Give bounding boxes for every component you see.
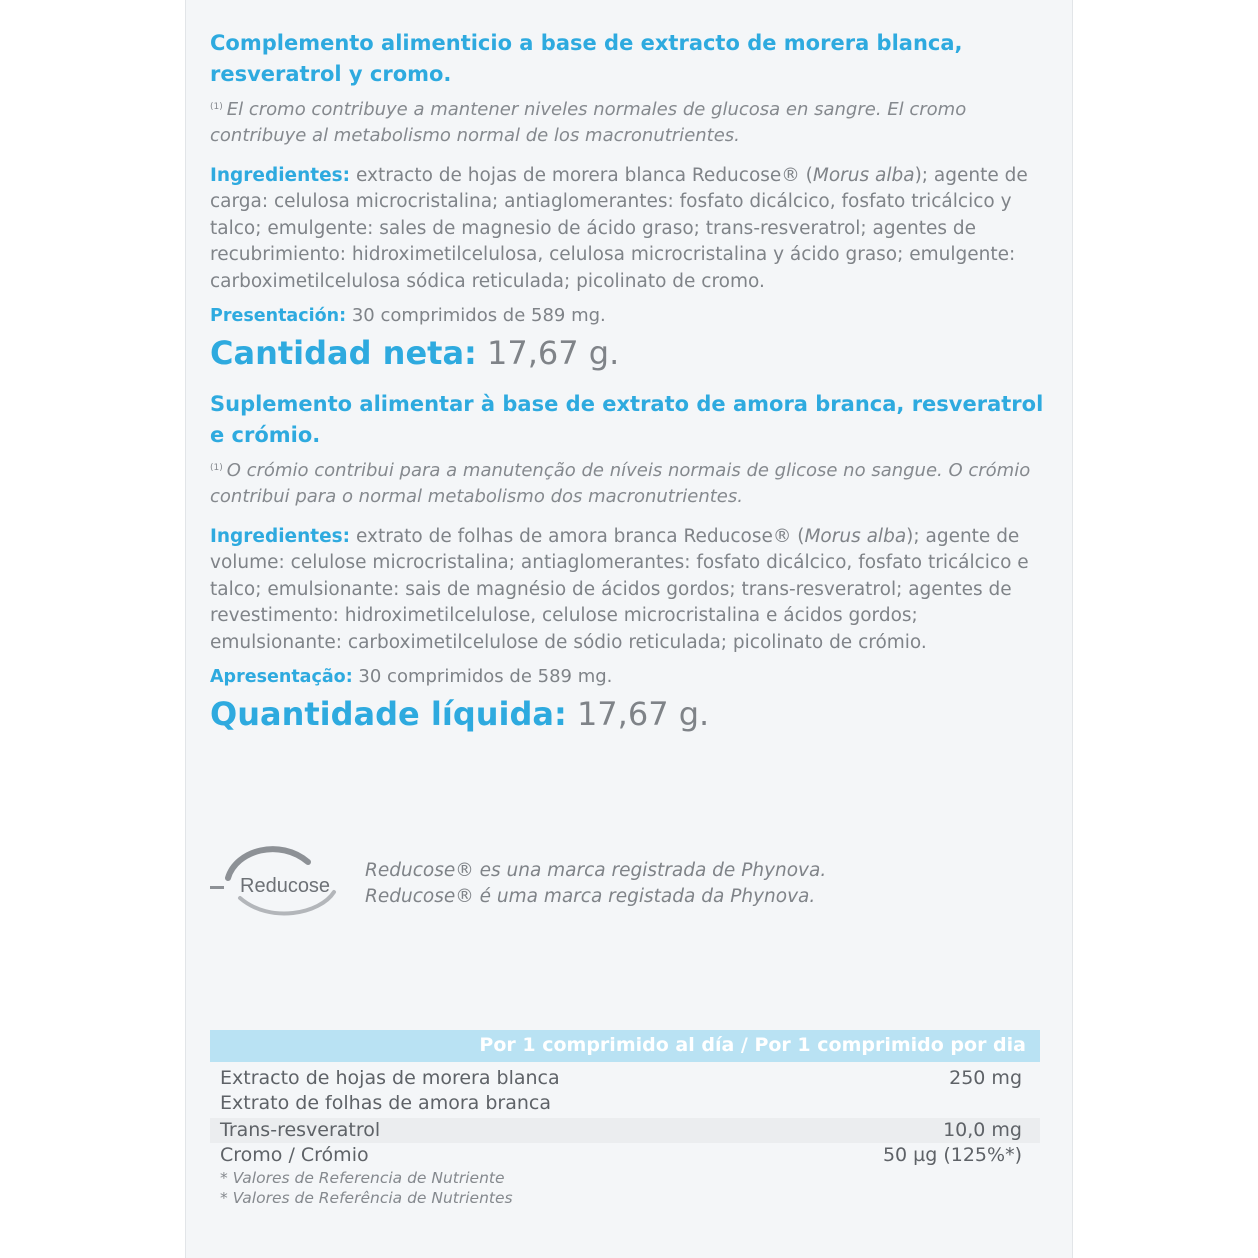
- pt-ingredients: [210, 524, 1050, 656]
- es-net-label: Cantidad neta:: [210, 334, 477, 373]
- pt-presentation-value: 30 comprimidos de 589 mg.: [352, 666, 613, 688]
- logo-wordmark: Reducose: [240, 875, 331, 897]
- pt-ingredients-text-1: extrato de folhas de amora branca Reducose® (: [350, 526, 805, 548]
- table-row: [210, 1066, 1040, 1091]
- es-ingredients: [210, 163, 1050, 295]
- es-note: [210, 94, 1050, 149]
- es-note-text: El cromo contribuye a mantener niveles normales de glucosa en sangre. El cromo contribuye al metabolismo normal de los macronutrientes.: [210, 99, 967, 146]
- row-value: 50 µg (125%*): [882, 1144, 1022, 1166]
- es-presentation-value: 30 comprimidos de 589 mg.: [346, 305, 606, 327]
- pt-net-value: 17,67 g.: [566, 695, 710, 734]
- brand-trademark-text: [365, 858, 826, 910]
- reducose-logo: [210, 840, 355, 920]
- row-value: 250 mg: [949, 1067, 1022, 1089]
- table-row: [210, 1143, 1040, 1168]
- table-header: [210, 1030, 1040, 1062]
- pt-ingredients-label: Ingredientes:: [210, 526, 351, 548]
- es-title: Complemento alimenticio a base de extracto de morera blanca, resveratrol y cromo.: [210, 31, 963, 86]
- row-name: Trans-resveratrol: [220, 1119, 381, 1141]
- nutrition-table: [210, 1030, 1040, 1208]
- table-row: [210, 1091, 1040, 1116]
- pt-title: Suplemento alimentar à base de extrato de amora branca, resveratrol e crómio.: [210, 392, 1044, 448]
- footnote-pt: * Valores de Referência de Nutrientes: [220, 1189, 513, 1207]
- pt-presentation: [210, 664, 1050, 690]
- pt-ingredients-text-2: ); agente de volume: celulose microcristalina; antiaglomerantes: fosfato dicálcico, fosfato tricálcico e talco; emulsionante: sais de magnésio de ácidos gordos; trans-resveratrol; agentes de revestimento: hidroximetilcelulose, celulose microcristalina e ácidos gordos; emulsionante: carboximetilcelulose de sódio reticulada; picolinato de crómio.: [210, 526, 1029, 653]
- pt-note: [210, 455, 1050, 510]
- pt-net-label: Quantidade líquida:: [210, 695, 567, 734]
- es-net-quantity: [210, 331, 1050, 375]
- es-ingredients-text-2: ); agente de carga: celulosa microcristalina; antiaglomerantes: fosfato dicálcico, fosfato tricálcico y talco; emulgente: sales de magnesio de ácido graso; trans-resveratrol; agentes de recubrimiento: hidroximetilcelulosa, celulosa microcristalina y ácido graso; emulgente: carboximetilcelulosa sódica reticulada; picolinato de cromo.: [210, 165, 1028, 292]
- pt-note-text: O crómio contribui para a manutenção de níveis normais de glicose no sangue. O crómio contribui para o normal metabolismo dos macronutrientes.: [210, 460, 1031, 508]
- brand-line-es: Reducose® es una marca registrada de Phynova.: [365, 860, 827, 881]
- table-header-label: Por 1 comprimido al día / Por 1 comprimido por dia: [479, 1034, 1026, 1056]
- es-presentation: [210, 303, 1050, 329]
- table-row: [210, 1118, 1040, 1143]
- pt-ingredients-italic: Morus alba: [804, 526, 907, 548]
- pt-net-quantity: [210, 692, 1050, 736]
- es-ingredients-italic: Morus alba: [812, 165, 915, 186]
- row-name: Cromo / Crómio: [220, 1144, 369, 1166]
- brand-line-pt: Reducose® é uma marca registada da Phynova.: [365, 886, 816, 907]
- label-text: [210, 28, 1050, 736]
- footnote-es: * Valores de Referencia de Nutriente: [220, 1169, 505, 1187]
- es-presentation-label: Presentación:: [210, 306, 347, 327]
- es-net-value: 17,67 g.: [476, 334, 620, 373]
- row-name: Extracto de hojas de morera blanca: [220, 1067, 560, 1089]
- brand-row: [210, 840, 1010, 920]
- row-name: Extrato de folhas de amora branca: [220, 1092, 551, 1114]
- es-ingredients-label: Ingredientes:: [210, 165, 351, 186]
- pt-note-mark: (1): [210, 463, 223, 474]
- es-ingredients-text-1: extracto de hojas de morera blanca Reducose® (: [350, 165, 813, 186]
- es-note-mark: (1): [210, 102, 223, 112]
- row-value: 10,0 mg: [943, 1119, 1022, 1141]
- pt-presentation-label: Apresentação:: [210, 667, 353, 688]
